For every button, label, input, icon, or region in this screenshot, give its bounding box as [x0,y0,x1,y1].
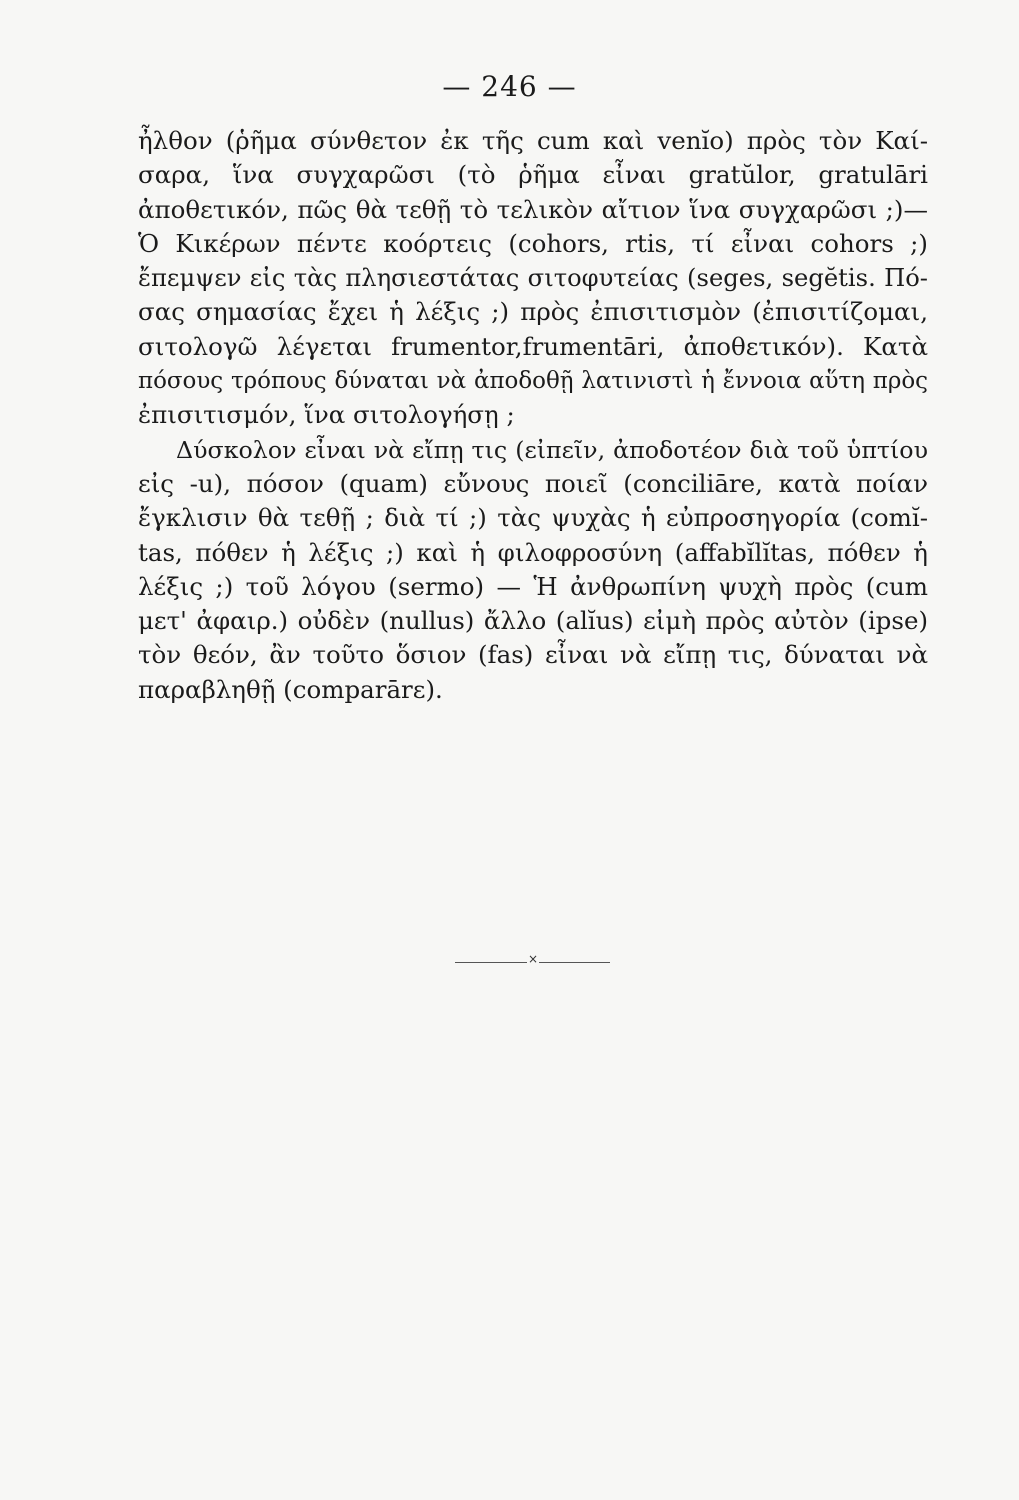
text-line: ἔγκλισιν θὰ τεθῇ ; διὰ τί ;) τὰς ψυχὰς ἡ εὐπροσηγορία (comĭ- [138,503,928,533]
text-line: ἦλθον (ῥῆμα σύνθετον ἐκ τῆς cum καὶ venĭo) πρὸς τὸν Καί- [138,126,928,155]
ornament-rule-right [539,962,610,963]
body-text [138,124,928,707]
ornament-rule-left [455,962,527,963]
text-line: ἀποθετικόν, πῶς θὰ τεθῇ τὸ τελικὸν αἴτιον ἵνα συγχαρῶσι ;)— [138,194,928,224]
text-line: ἐπισιτισμόν, ἵνα σιτολογήσῃ ; [138,400,515,430]
paragraph-start-line: Δύσκολον εἶναι νὰ εἴπῃ τις (εἰπεῖν, ἀποδοτέον διὰ τοῦ ὑπτίου [176,435,928,464]
ornament-mark-icon: × [528,952,539,966]
text-line: Ὁ Κικέρων πέντε κοόρτεις (cohors, rtis, τί εἶναι cohors ;) [138,228,928,258]
text-line: λέξις ;) τοῦ λόγου (sermo) — Ἡ ἀνθρωπίνη ψυχὴ πρὸς (cum [138,571,928,601]
page-number: — 246 — [442,70,577,103]
section-end-ornament [455,952,610,968]
text-line: σαρα, ἵνα συγχαρῶσι (τὸ ῥῆμα εἶναι gratŭlor, gratulāri [138,160,928,190]
text-line: εἰς -u), πόσον (quam) εὔνους ποιεῖ (conciliāre, κατὰ ποίαν [138,468,928,498]
text-line: παραβληθῇ (comparārε). [138,674,443,704]
text-line: tas, πόθεν ἡ λέξις ;) καὶ ἡ φιλοφροσύνη (affabĭlĭtas, πόθεν ἡ [138,537,928,567]
text-line: ἔπεμψεν εἰς τὰς πλησιεστάτας σιτοφυτείας (seges, segĕtis. Πό- [138,264,928,293]
text-line: μετ' ἀφαιρ.) οὐδὲν (nullus) ἄλλο (alĭus) εἰμὴ πρὸς αὐτὸν (ipse) [138,606,928,636]
text-line: πόσους τρόπους δύναται νὰ ἀποδοθῇ λατινιστὶ ἡ ἔννοια αὕτη πρὸς [138,368,928,395]
text-line: τὸν θεόν, ἂν τοῦτο ὅσιον (fas) εἶναι νὰ εἴπῃ τις, δύναται νὰ [138,640,928,670]
text-line: σιτολογῶ λέγεται frumentor,frumentāri, ἀποθετικόν). Κατὰ [138,331,928,361]
text-line: σας σημασίας ἔχει ἡ λέξις ;) πρὸς ἐπισιτισμὸν (ἐπισιτίζομαι, [138,297,928,327]
